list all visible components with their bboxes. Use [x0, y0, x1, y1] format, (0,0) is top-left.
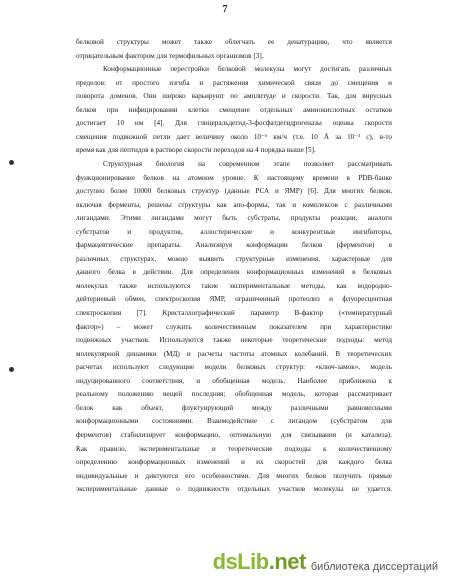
text-line: лигандами. Этими лигандами могут быть субстраты, продукты реакции, аналоги [76, 214, 392, 223]
text-line: функционирование белков на атомном уровне. К настоящему времени в PDB-банке [76, 173, 392, 182]
text-line: молекулах также используются такие экспериментальные методы, как водородно- [76, 281, 392, 290]
text-line: белок как объект, флуктуирующий между различными равновесными [76, 403, 392, 412]
text-line: доступно более 10000 белковых структур (данные РСА и ЯМР) [6]. Для многих белков, [76, 187, 392, 196]
text-line: поворота доменов. Они широко варьируют по амплитуде и скорости. Так, для вирусных [76, 92, 392, 101]
text-line: Как правило, экспериментальные и теоретические подходы к количественному [76, 444, 392, 453]
text-line: отрицательным фактором для термофильных организмов [3]. [76, 51, 264, 60]
logo-main: dsLib [212, 549, 269, 574]
text-line: различных структурах, можно выявить структурные изменения, характерные для [76, 254, 392, 263]
text-line: белков при инфицировании клетки смещение отдельных аминокислотных остатков [76, 105, 392, 114]
text-line: индивидуальные и диктуются его особенностями. Для многих белков получить прямые [76, 471, 392, 480]
text-line: время как для пептидов в растворе скорости переходов на 4 порядка выше [5]. [76, 146, 316, 155]
text-line: фактор») – может служить количественным показателем при характеристике [76, 322, 392, 331]
page-number: 7 [222, 4, 228, 15]
text-line: индуцированного соответствия, и обобщенная модель. Наиболее приближена к [76, 376, 392, 385]
text-line: молекулярной динамики (МД) и расчеты частоты атомных колебаний. В теоретических [76, 349, 392, 358]
text-line: включая ферменты, решены структуры как апо-формы, так и комплексов с различными [76, 200, 392, 209]
text-line: фармацевтические препараты. Анализируя конформации белков (ферментов) в [76, 241, 392, 250]
text-line: дейтериевый обмен, спектроскопия ЯМР, ограниченный протеолиз и флуоресцентная [76, 295, 392, 304]
watermark-subtitle: библиотека диссертаций [310, 561, 438, 573]
text-line: Конформационные перестройки белковой молекулы могут достигать различных [103, 65, 392, 74]
text-line: белковой структуры может также облегчать ее денатурацию, что является [76, 38, 392, 46]
text-line: расчетах используют следующие модели белковых структур: «ключ-замок», модель [76, 363, 392, 372]
text-line: реальному положению вещей последняя; обобщенная модель, которая рассматривает [76, 390, 392, 399]
text-line: Структурная биология на современном этапе позволяет рассматривать [103, 159, 392, 168]
text-line: пределов: от простого изгиба и растяжения химической связи до смещения и [76, 78, 392, 87]
dslib-watermark [213, 549, 438, 575]
text-line: данного белка в действии. Для определения конформационных изменений в белковых [76, 268, 392, 277]
text-line: определению конформационных изменений и их скоростей для каждого белка [76, 458, 392, 467]
text-line: экспериментальные данные о подвижности отдельных участков молекулы не удается. [76, 485, 392, 494]
text-line: конформационными состояниями. Взаимодействие с лигандом (субстратом для [76, 417, 392, 426]
text-line: достигает 10 нм [4]. Для глицеральдегид-3-фосфатдегидрогеназы оценка скорости [76, 119, 392, 128]
text-line: спектроскопия [7]. Кристаллографический параметр В-фактор («температурный [76, 309, 392, 317]
margin-binding-dot-bottom [9, 367, 14, 372]
logo-tld: .net [268, 549, 306, 574]
text-line: ферментов) стабилизирует конформацию, оптимальную для связывания (и катализа). [76, 430, 392, 439]
margin-binding-dot-top [9, 160, 14, 165]
text-line: субстратов и продуктов, аллостерические и конкурентные ингибиторы, [76, 227, 392, 236]
dslib-logo [213, 549, 306, 575]
text-line: смещения подвижной петли дает величину около 10⁻⁶ км/ч (т.е. 10 Å за 10⁻³ с), в-то [76, 132, 392, 141]
text-line: подвижных участков. Используются также некоторые теоретические подходы: метод [76, 336, 392, 345]
